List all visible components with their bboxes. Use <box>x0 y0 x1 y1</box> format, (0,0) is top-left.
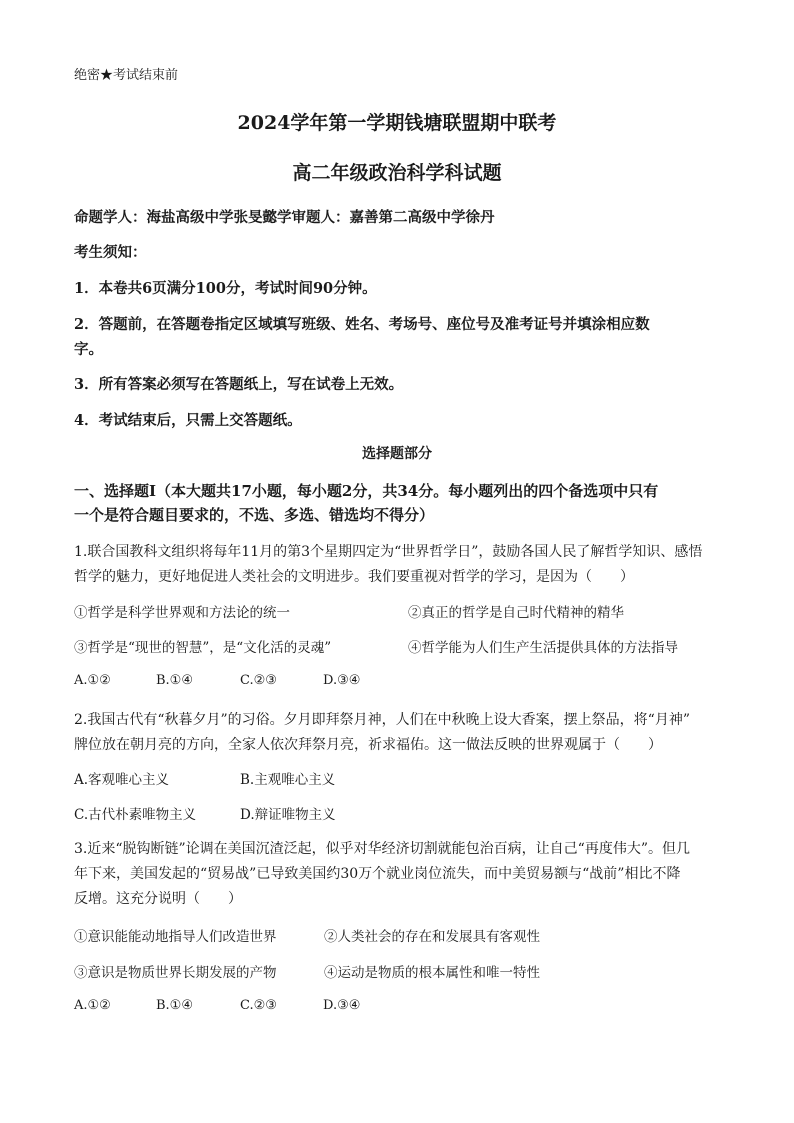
question-stem: 反增。这充分说明（ ） <box>74 891 242 907</box>
answer-choice-b: B.①④ <box>156 673 193 688</box>
answer-choice-c: C.②③ <box>240 998 277 1013</box>
answer-choice-d: D.辩证唯物主义 <box>240 807 336 823</box>
question-stem: 1.联合国教科文组织将每年11月的第3个星期四定为“世界哲学日”，鼓励各国人民了解哲学知识、感悟 <box>74 544 703 560</box>
answer-choice-a: A.①② <box>74 998 111 1013</box>
question-option: ④哲学能为人们生产生活提供具体的方法指导 <box>408 640 678 656</box>
question-option: ③意识是物质世界长期发展的产物 <box>74 965 277 981</box>
answer-choice-a: A.①② <box>74 673 111 688</box>
section-title: 选择题部分 <box>362 446 432 462</box>
answer-choice-c: C.②③ <box>240 673 277 688</box>
answer-choice-d: D.③④ <box>323 673 361 688</box>
question-stem: 牌位放在朝月亮的方向，全家人依次拜祭月亮，祈求福佑。这一做法反映的世界观属于（ ） <box>74 737 662 753</box>
exam-title: 2024学年第一学期钱塘联盟期中联考 <box>237 112 557 134</box>
question-stem: 2.我国古代有“秋暮夕月”的习俗。夕月即拜祭月神，人们在中秋晚上设大香案，摆上祭品，将“月神” <box>74 712 690 728</box>
question-stem: 年下来，美国发起的“贸易战”已导致美国约30万个就业岗位流失，而中美贸易额与“战前”相比不降 <box>74 866 681 882</box>
section-intro: 一个是符合题目要求的，不选、多选、错选均不得分） <box>74 506 435 524</box>
question-option: ①意识能能动地指导人们改造世界 <box>74 929 277 945</box>
notice-item: 2．答题前，在答题卷指定区域填写班级、姓名、考场号、座位号及准考证号并填涂相应数 <box>74 316 650 333</box>
notice-item: 字。 <box>74 341 103 358</box>
notice-item: 1．本卷共6页满分100分，考试时间90分钟。 <box>74 280 377 297</box>
notice-heading: 考生须知： <box>74 244 147 261</box>
confidential-label: 绝密★考试结束前 <box>74 68 179 83</box>
question-option: ④运动是物质的根本属性和唯一特性 <box>324 965 540 981</box>
question-option: ②真正的哲学是自己时代精神的精华 <box>408 605 624 621</box>
answer-choice-d: D.③④ <box>323 998 361 1013</box>
answer-choice-c: C.古代朴素唯物主义 <box>74 807 197 823</box>
question-option: ③哲学是“现世的智慧”，是“文化活的灵魂” <box>74 640 332 656</box>
notice-item: 4．考试结束后，只需上交答题纸。 <box>74 412 302 429</box>
answer-choice-a: A.客观唯心主义 <box>74 772 170 788</box>
section-intro: 一、选择题Ⅰ（本大题共17小题，每小题2分，共34分。每小题列出的四个备选项中只有 <box>74 482 659 500</box>
answer-choice-b: B.主观唯心主义 <box>240 772 336 788</box>
answer-choice-b: B.①④ <box>156 998 193 1013</box>
notice-item: 3．所有答案必须写在答题纸上，写在试卷上无效。 <box>74 376 404 393</box>
question-stem: 3.近来“脱钩断链”论调在美国沉渣泛起，似乎对华经济切割就能包治百病，让自己“再度伟大”。但几 <box>74 841 690 857</box>
exam-subtitle: 高二年级政治科学科试题 <box>292 162 502 184</box>
authors-line: 命题学人：海盐高级中学张旻懿学审题人：嘉善第二高级中学徐丹 <box>74 209 495 226</box>
question-option: ①哲学是科学世界观和方法论的统一 <box>74 605 290 621</box>
question-stem: 哲学的魅力，更好地促进人类社会的文明进步。我们要重视对哲学的学习，是因为（ ） <box>74 569 634 585</box>
question-option: ②人类社会的存在和发展具有客观性 <box>324 929 540 945</box>
